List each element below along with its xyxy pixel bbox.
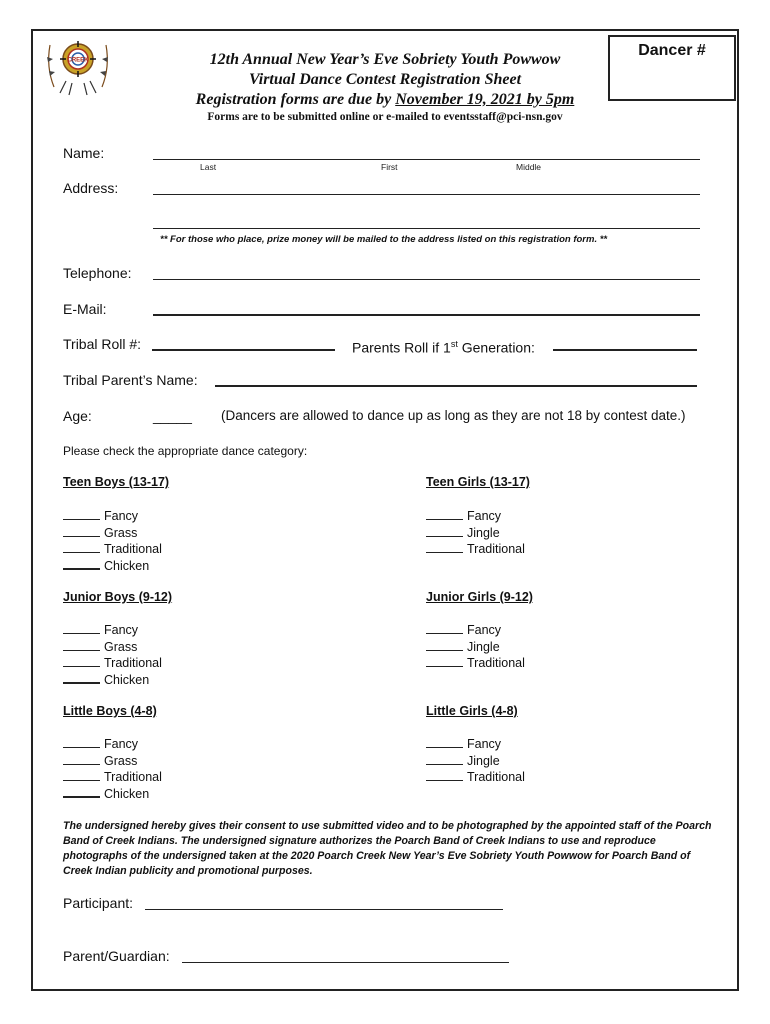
teen-girls-options xyxy=(426,508,525,558)
option-label: Jingle xyxy=(467,525,500,540)
option-label: Fancy xyxy=(104,737,139,751)
option-row[interactable] xyxy=(63,736,162,753)
option-label: Traditional xyxy=(104,542,162,556)
due-prefix: Registration forms are due by xyxy=(195,91,396,108)
parents-roll-field[interactable] xyxy=(553,349,697,351)
option-row[interactable] xyxy=(426,639,525,656)
address-label: Address: xyxy=(63,180,119,196)
option-row[interactable] xyxy=(426,736,525,753)
option-label: Fancy xyxy=(104,509,139,523)
tribal-roll-label: Tribal Roll #: xyxy=(63,336,142,352)
option-row[interactable] xyxy=(63,525,162,542)
option-label: Grass xyxy=(104,639,138,654)
logo-text: CREEK xyxy=(67,57,89,64)
option-row[interactable] xyxy=(63,672,162,689)
junior-girls-options xyxy=(426,622,525,672)
email-label: E-Mail: xyxy=(63,301,107,317)
age-note: (Dancers are allowed to dance up as long as they are not 18 by contest date.) xyxy=(221,408,686,423)
dancer-number-label: Dancer # xyxy=(638,42,706,59)
option-label: Grass xyxy=(104,525,138,540)
address-field-line-1[interactable] xyxy=(153,194,700,195)
address-field-line-2[interactable] xyxy=(153,228,700,229)
option-label: Fancy xyxy=(104,623,139,637)
option-row[interactable] xyxy=(426,508,525,525)
option-row[interactable] xyxy=(426,753,525,770)
tribal-parent-label: Tribal Parent’s Name: xyxy=(63,372,198,388)
option-row[interactable] xyxy=(63,508,162,525)
title-line-2: Virtual Dance Contest Registration Sheet xyxy=(248,71,522,88)
age-label: Age: xyxy=(63,408,92,424)
tribal-roll-field[interactable] xyxy=(152,349,335,351)
option-label: Traditional xyxy=(104,770,162,784)
title-line-1: 12th Annual New Year’s Eve Sobriety Youth Powwow xyxy=(209,51,561,68)
little-boys-options xyxy=(63,736,162,802)
option-row[interactable] xyxy=(426,622,525,639)
address-note: ** For those who place, prize money will be mailed to the address listed on this registration form. ** xyxy=(160,234,608,245)
participant-label: Participant: xyxy=(63,895,134,911)
parents-roll-sup: st xyxy=(450,339,458,349)
name-field[interactable] xyxy=(153,159,700,160)
parents-roll-prefix: Parents Roll if 1 xyxy=(352,339,451,356)
option-label: Chicken xyxy=(104,672,150,687)
option-row[interactable] xyxy=(426,525,525,542)
option-row[interactable] xyxy=(63,753,162,770)
option-label: Traditional xyxy=(467,656,525,670)
teen-boys-options xyxy=(63,508,162,574)
junior-girls-heading: Junior Girls (9-12) xyxy=(426,590,533,604)
option-label: Fancy xyxy=(467,509,502,523)
option-row[interactable] xyxy=(426,541,525,558)
option-label: Chicken xyxy=(104,786,150,801)
name-sub-middle: Middle xyxy=(516,162,542,172)
parents-roll-suffix: Generation: xyxy=(457,339,535,356)
parent-guardian-label: Parent/Guardian: xyxy=(63,948,170,964)
participant-signature-field[interactable] xyxy=(145,909,503,910)
option-label: Traditional xyxy=(467,542,525,556)
junior-boys-options xyxy=(63,622,162,688)
option-label: Traditional xyxy=(104,656,162,670)
option-row[interactable] xyxy=(63,655,162,672)
option-row[interactable] xyxy=(63,639,162,656)
little-girls-heading: Little Girls (4-8) xyxy=(426,704,518,718)
due-date: November 19, 2021 by 5pm xyxy=(395,91,575,108)
tribal-parent-field[interactable] xyxy=(215,385,697,387)
option-label: Fancy xyxy=(467,737,502,751)
junior-boys-heading: Junior Boys (9-12) xyxy=(63,590,173,604)
creek-logo xyxy=(44,37,112,97)
option-row[interactable] xyxy=(63,622,162,639)
title-line-3 xyxy=(150,90,620,109)
submission-note: Forms are to be submitted online or e-mailed to eventsstaff@pci-nsn.gov xyxy=(207,111,563,123)
parent-guardian-signature-field[interactable] xyxy=(182,962,509,963)
option-row[interactable] xyxy=(63,786,162,803)
option-label: Chicken xyxy=(104,558,150,573)
teen-girls-heading: Teen Girls (13-17) xyxy=(426,475,530,489)
name-label: Name: xyxy=(63,145,105,161)
little-boys-heading: Little Boys (4-8) xyxy=(63,704,157,718)
option-label: Jingle xyxy=(467,639,500,654)
email-field[interactable] xyxy=(153,314,700,316)
teen-boys-heading: Teen Boys (13-17) xyxy=(63,475,170,489)
option-label: Traditional xyxy=(467,770,525,784)
option-row[interactable] xyxy=(63,558,162,575)
little-girls-options xyxy=(426,736,525,786)
option-row[interactable] xyxy=(426,769,525,786)
category-instruction: Please check the appropriate dance category: xyxy=(63,444,308,458)
telephone-label: Telephone: xyxy=(63,265,132,281)
age-field[interactable]: _____ xyxy=(153,408,192,424)
option-row[interactable] xyxy=(426,655,525,672)
option-label: Jingle xyxy=(467,753,500,768)
option-label: Fancy xyxy=(467,623,502,637)
option-label: Grass xyxy=(104,753,138,768)
option-row[interactable] xyxy=(63,769,162,786)
name-sub-first: First xyxy=(381,162,398,172)
dancer-number-box[interactable] xyxy=(608,35,736,101)
parents-roll-label xyxy=(352,336,535,356)
name-sub-last: Last xyxy=(200,162,217,172)
consent-statement: The undersigned hereby gives their consent to use submitted video and to be photographed by the appointed staff of the Poarch Band of Creek Indians. The undersigned signature authorizes the Poarch Band of Creek Indians to use and reproduce photographs of the undersigned taken at the 2020 Poarch Creek New Year’s Eve Sobriety Youth Powwow for Poarch Band of Creek Indian publicity and promotional purposes. xyxy=(63,820,712,877)
telephone-field[interactable] xyxy=(153,279,700,280)
option-row[interactable] xyxy=(63,541,162,558)
